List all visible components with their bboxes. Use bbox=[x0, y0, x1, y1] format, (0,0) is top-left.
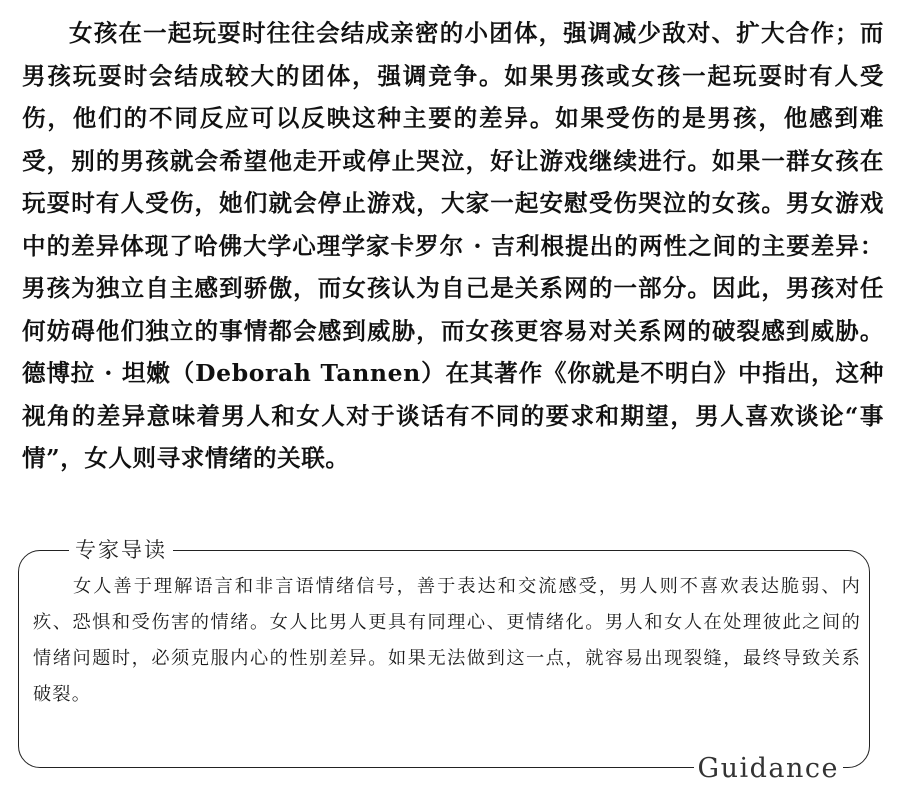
expert-guide-title: 专家导读 bbox=[69, 536, 173, 564]
main-paragraph: 女孩在一起玩耍时往往会结成亲密的小团体，强调减少敌对、扩大合作；而男孩玩耍时会结成较大的团体，强调竞争。如果男孩或女孩一起玩耍时有人受伤，他们的不同反应可以反映这种主要的差异。如果受伤的是男孩，他感到难受，别的男孩就会希望他走开或停止哭泣，好让游戏继续进行。如果一群女孩在玩耍时有人受伤，她们就会停止游戏，大家一起安慰受伤哭泣的女孩。男女游戏中的差异体现了哈佛大学心理学家卡罗尔 · 吉利根提出的两性之间的主要差异：男孩为独立自主感到骄傲，而女孩认为自己是关系网的一部分。因此，男孩对任何妨碍他们独立的事情都会感到威胁，而女孩更容易对关系网的破裂感到威胁。德博拉 · 坦嫩（Deborah Tannen）在其著作《你就是不明白》中指出，这种视角的差异意味着男人和女人对于谈话有不同的要求和期望，男人喜欢谈论“事情”，女人则寻求情绪的关联。 bbox=[22, 19, 884, 472]
expert-guide-box bbox=[18, 538, 870, 784]
expert-guide-text: 女人善于理解语言和非言语情绪信号，善于表达和交流感受，男人则不喜欢表达脆弱、内疚、恐惧和受伤害的情绪。女人比男人更具有同理心、更情绪化。男人和女人在处理彼此之间的情绪问题时，必须克服内心的性别差异。如果无法做到这一点，就容易出现裂缝，最终导致关系破裂。 bbox=[33, 576, 861, 705]
guidance-label: Guidance bbox=[694, 752, 843, 786]
